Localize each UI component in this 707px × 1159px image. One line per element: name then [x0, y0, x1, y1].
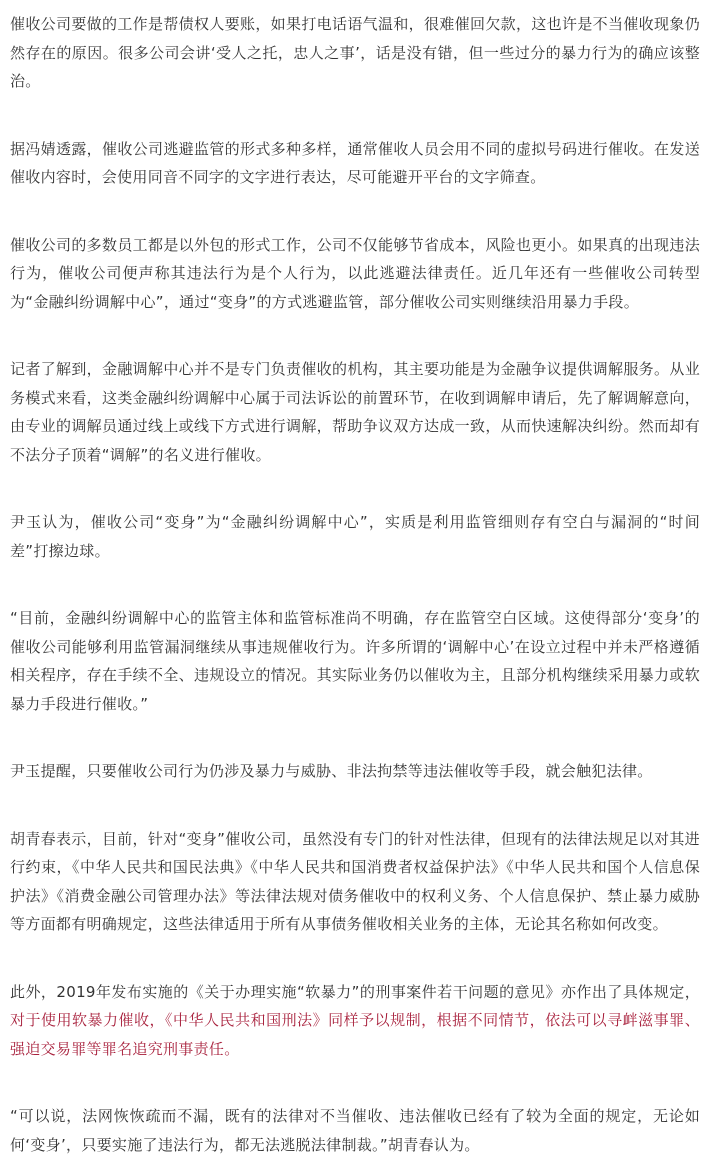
paragraph-9-text: 此外，2019年发布实施的《关于办理实施“软暴力”的刑事案件若干问题的意见》亦作出了具体规定， [10, 982, 700, 1001]
highlighted-text: 对于使用软暴力催收，《中华人民共和国刑法》同样予以规制，根据不同情节，依法可以寻衅滋事罪、强迫交易罪等罪名追究刑事责任。 [10, 1011, 700, 1058]
paragraph-10: “可以说，法网恢恢疏而不漏，既有的法律对不当催收、违法催收已经有了较为全面的规定，无论如何‘变身’，只要实施了违法行为，都无法逃脱法律制裁。”胡青春认为。 [10, 1107, 700, 1154]
paragraph-4: 记者了解到，金融调解中心并不是专门负责催收的机构，其主要功能是为金融争议提供调解服务。从业务模式来看，这类金融纠纷调解中心属于司法诉讼的前置环节，在收到调解申请后，先了解调解意向，由专业的调解员通过线上或线下方式进行调解，帮助争议双方达成一致，从而快速解决纠纷。然而却有不法分子顶着“调解”的名义进行催收。 [10, 360, 700, 464]
paragraph-2: 据冯婧透露，催收公司逃避监管的形式多种多样，通常催收人员会用不同的虚拟号码进行催收。在发送催收内容时，会使用同音不同字的文字进行表达，尽可能避开平台的文字筛查。 [10, 139, 700, 186]
paragraph-5: 尹玉认为，催收公司“变身”为“金融纠纷调解中心”，实质是利用监管细则存有空白与漏洞的“时间差”打擦边球。 [10, 513, 700, 560]
paragraph-6: “目前，金融纠纷调解中心的监管主体和监管标准尚不明确，存在监管空白区域。这使得部分‘变身’的催收公司能够利用监管漏洞继续从事违规催收行为。许多所谓的‘调解中心’在设立过程中并未严格遵循相关程序，存在手续不全、违规设立的情况。其实际业务仍以催收为主，且部分机构继续采用暴力或软暴力手段进行催收。” [10, 609, 700, 713]
paragraph-3: 催收公司的多数员工都是以外包的形式工作，公司不仅能够节省成本，风险也更小。如果真的出现违法行为，催收公司便声称其违法行为是个人行为，以此逃避法律责任。近几年还有一些催收公司转型为“金融纠纷调解中心”，通过“变身”的方式逃避监管，部分催收公司实则继续沿用暴力手段。 [10, 235, 700, 311]
paragraph-1: 催收公司要做的工作是帮债权人要账，如果打电话语气温和，很难催回欠款，这也许是不当催收现象仍然存在的原因。很多公司会讲‘受人之托，忠人之事’，话是没有错，但一些过分的暴力行为的确应该整治。 [10, 15, 700, 90]
article-body [10, 10, 700, 1159]
paragraph-9 [10, 978, 700, 1064]
paragraph-7: 尹玉提醒，只要催收公司行为仍涉及暴力与威胁、非法拘禁等违法催收等手段，就会触犯法律。 [10, 762, 653, 780]
paragraph-8: 胡青春表示，目前，针对“变身”催收公司，虽然没有专门的针对性法律，但现有的法律法规足以对其进行约束，《中华人民共和国民法典》《中华人民共和国消费者权益保护法》《中华人民共和国个人信息保护法》《消费金融公司管理办法》等法律法规对债务催收中的权利义务、个人信息保护、禁止暴力威胁等方面都有明确规定，这些法律适用于所有从事债务催收相关业务的主体，无论其名称如何改变。 [10, 829, 700, 933]
